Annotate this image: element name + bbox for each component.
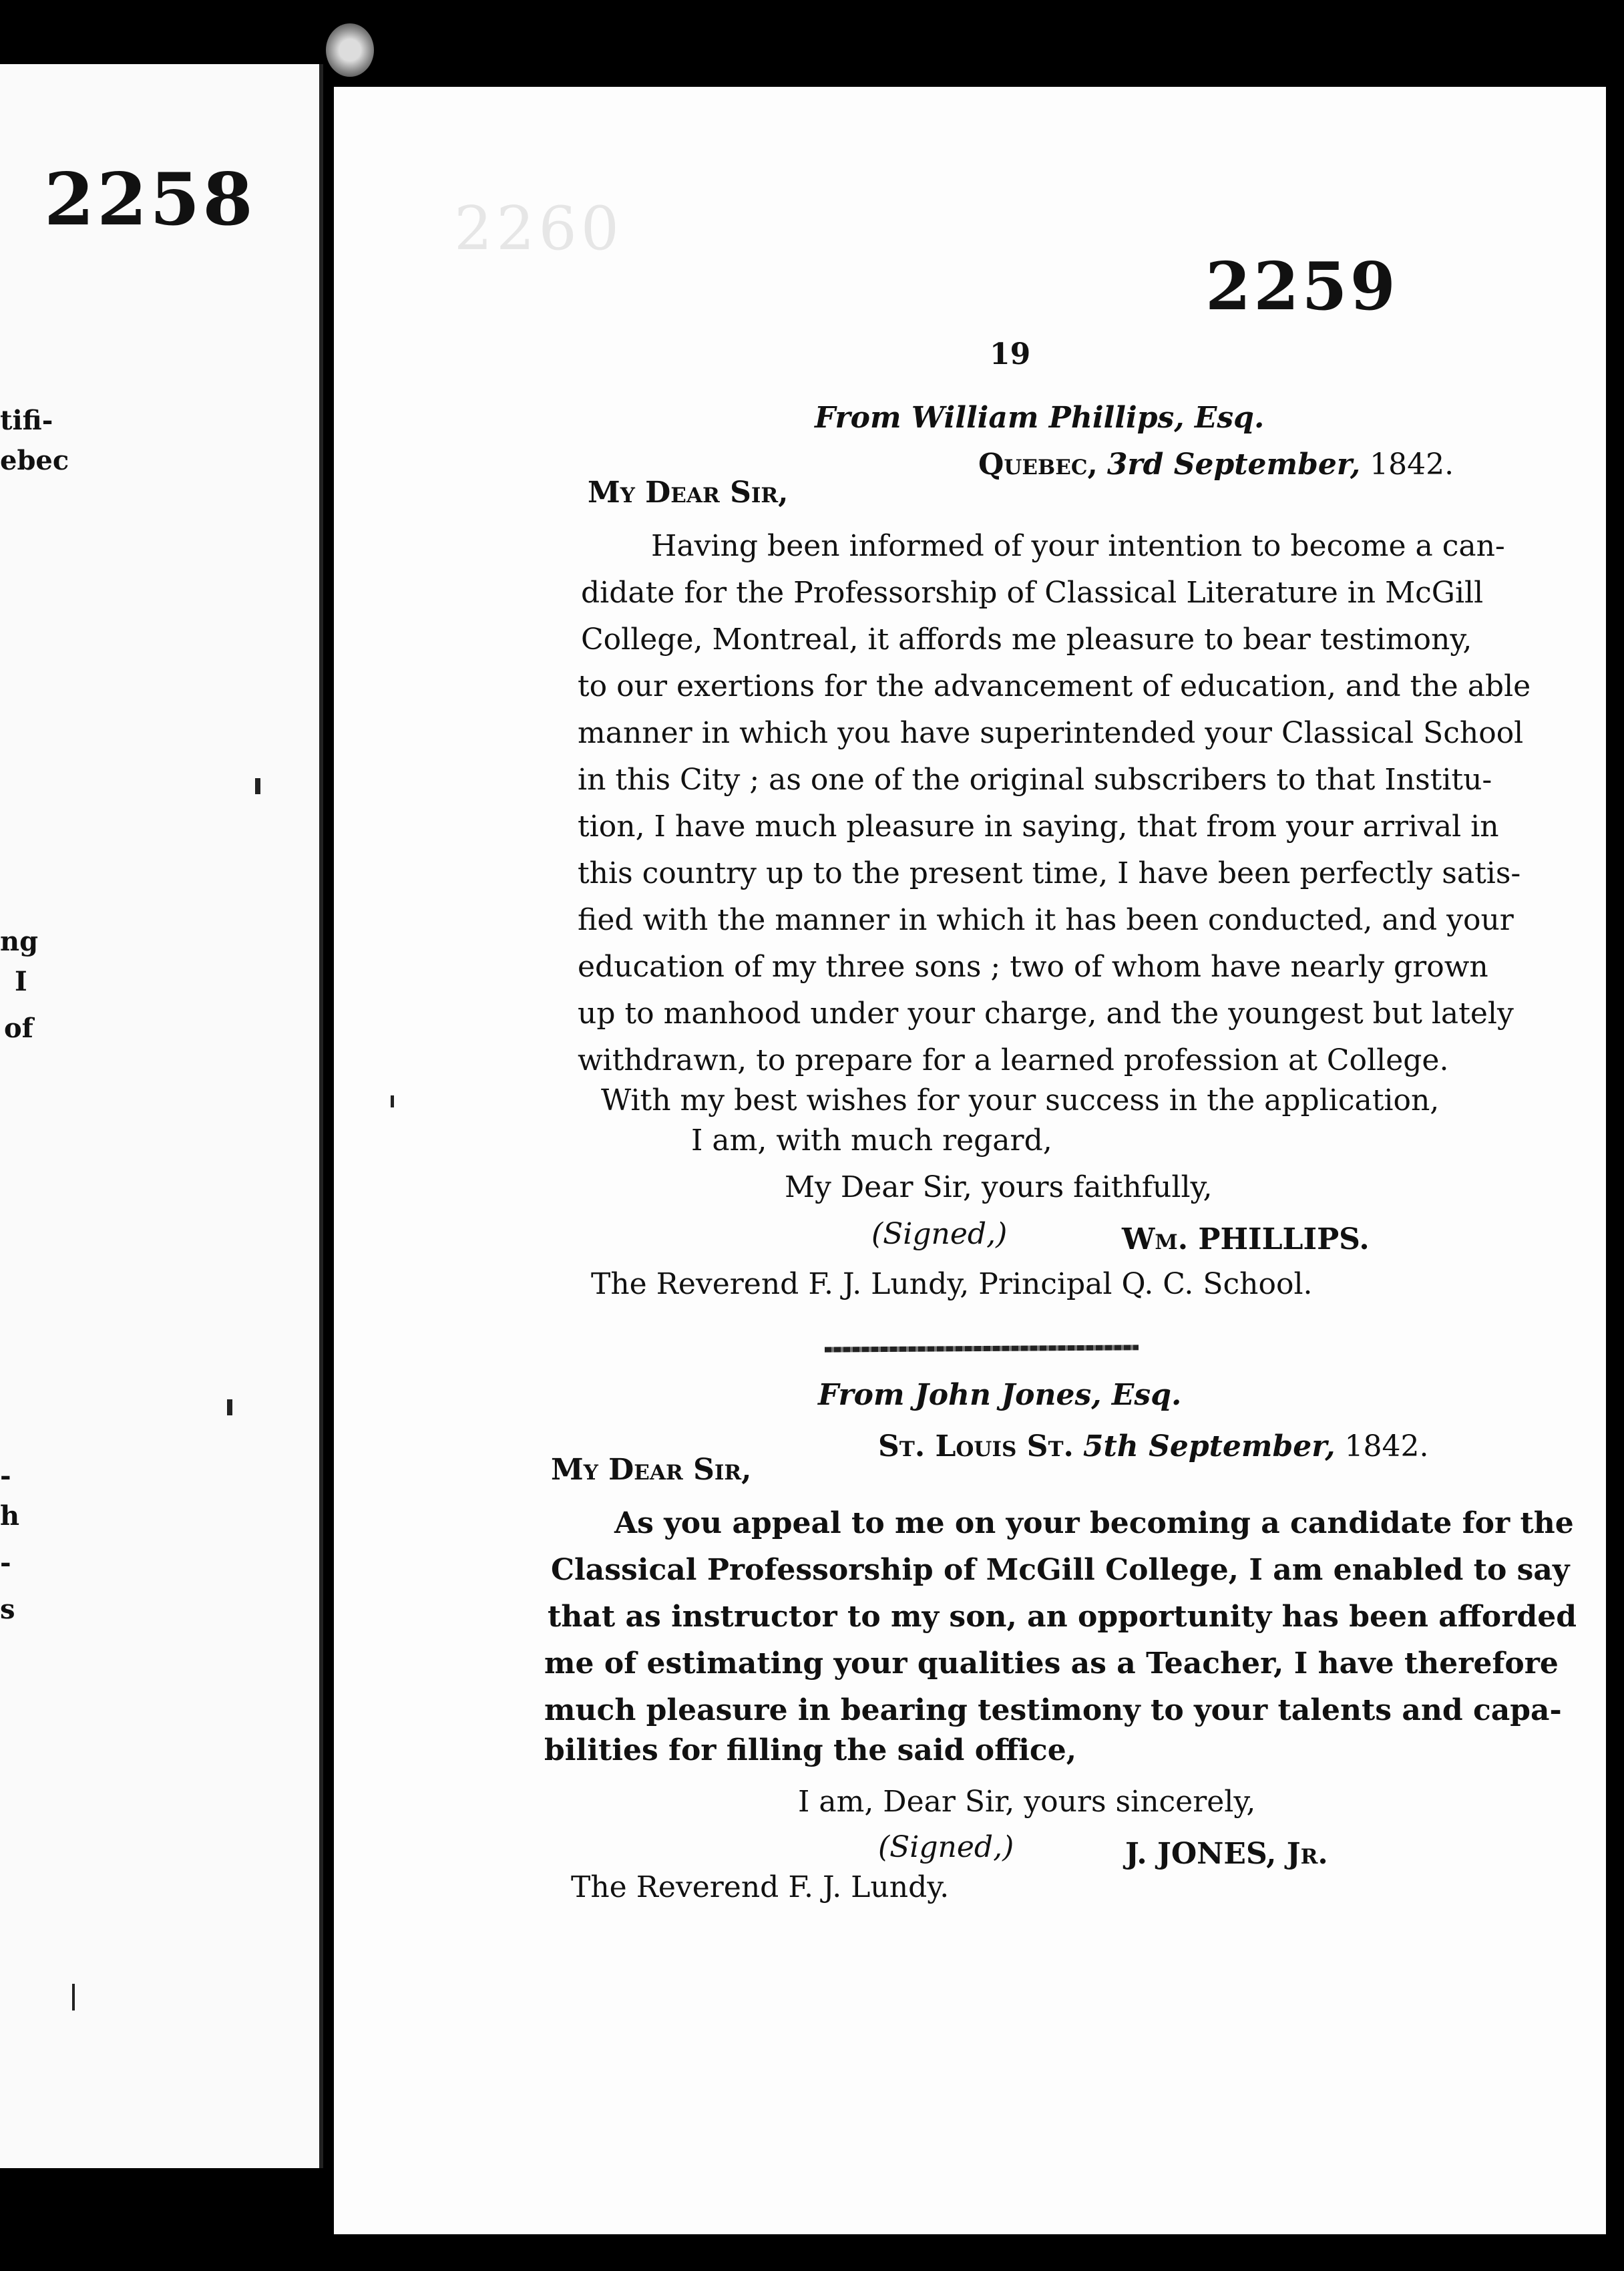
pin-mark (326, 23, 374, 77)
body-line: tion, I have much pleasure in saying, that from your arrival in (578, 810, 1499, 844)
printed-page-number: 19 (990, 337, 1031, 371)
margin-fragment: I (15, 966, 27, 997)
body-line: Having been informed of your intention to become a can- (651, 529, 1505, 563)
letter2-signature: J. JONES, Jr. (1125, 1837, 1328, 1871)
left-page (0, 64, 323, 2168)
letter1-heading: From William Phillips, Esq. (815, 401, 1265, 435)
body-line: didate for the Professorship of Classical Literature in McGill (581, 576, 1484, 610)
stray-mark (72, 1984, 75, 2011)
body-line: bilities for filling the said office, (544, 1733, 1077, 1767)
letter1-signed-note: (Signed,) (871, 1217, 1008, 1251)
letter2-signed-note: (Signed,) (878, 1830, 1014, 1864)
margin-fragment: of (4, 1013, 33, 1044)
body-line: that as instructor to my son, an opportunity has been afforded (548, 1600, 1577, 1634)
letter1-place-date: Quebec, 3rd September, 1842. (978, 448, 1454, 482)
left-page-number: 2258 (44, 158, 256, 242)
body-line: much pleasure in bearing testimony to your talents and capa- (544, 1693, 1562, 1727)
margin-fragment: - (0, 1460, 11, 1492)
body-line: education of my three sons ; two of whom have nearly grown (578, 950, 1488, 984)
letter1-closing: My Dear Sir, yours faithfully, (785, 1170, 1213, 1204)
letter2-place-date: St. Louis St. 5th September, 1842. (878, 1429, 1429, 1463)
margin-fragment: s (0, 1594, 15, 1625)
stray-mark (391, 1095, 394, 1107)
body-line: me of estimating your qualities as a Teacher, I have therefore (544, 1646, 1559, 1681)
body-line: this country up to the present time, I have been perfectly satis- (578, 856, 1521, 890)
margin-fragment: ng (0, 926, 39, 957)
body-line: As you appeal to me on your becoming a candidate for the (614, 1506, 1574, 1540)
letter2-heading: From John Jones, Esq. (818, 1378, 1182, 1412)
letter1-signature: Wm. PHILLIPS. (1122, 1222, 1370, 1256)
body-line: Classical Professorship of McGill College, I am enabled to say (551, 1553, 1570, 1587)
body-line: College, Montreal, it affords me pleasure to bear testimony, (581, 623, 1472, 657)
body-line: in this City ; as one of the original subscribers to that Institu- (578, 763, 1492, 797)
letter1-closing: I am, with much regard, (691, 1123, 1052, 1158)
stray-mark (255, 778, 260, 794)
stray-mark (227, 1399, 232, 1415)
body-line: manner in which you have superintended your Classical School (578, 716, 1524, 750)
margin-fragment: - (0, 1547, 11, 1578)
letter1-salutation: My Dear Sir, (588, 476, 789, 510)
body-line: to our exertions for the advancement of education, and the able (578, 669, 1531, 703)
letter2-salutation: My Dear Sir, (551, 1453, 752, 1487)
right-page-number: 2259 (1205, 248, 1398, 325)
margin-fragment: ebec (0, 445, 69, 476)
body-line: up to manhood under your charge, and the youngest but lately (578, 997, 1514, 1031)
body-line: withdrawn, to prepare for a learned profession at College. (578, 1043, 1449, 1077)
body-line: fied with the manner in which it has been conducted, and your (578, 903, 1514, 937)
body-line: With my best wishes for your success in the application, (601, 1083, 1440, 1117)
margin-fragment: h (0, 1500, 20, 1532)
bleed-through-number: 2260 (454, 194, 624, 264)
margin-fragment: tifi- (0, 405, 53, 436)
letter2-addressee: The Reverend F. J. Lundy. (571, 1870, 950, 1904)
letter1-addressee: The Reverend F. J. Lundy, Principal Q. C. School. (591, 1267, 1313, 1301)
letter2-closing: I am, Dear Sir, yours sincerely, (798, 1785, 1256, 1819)
